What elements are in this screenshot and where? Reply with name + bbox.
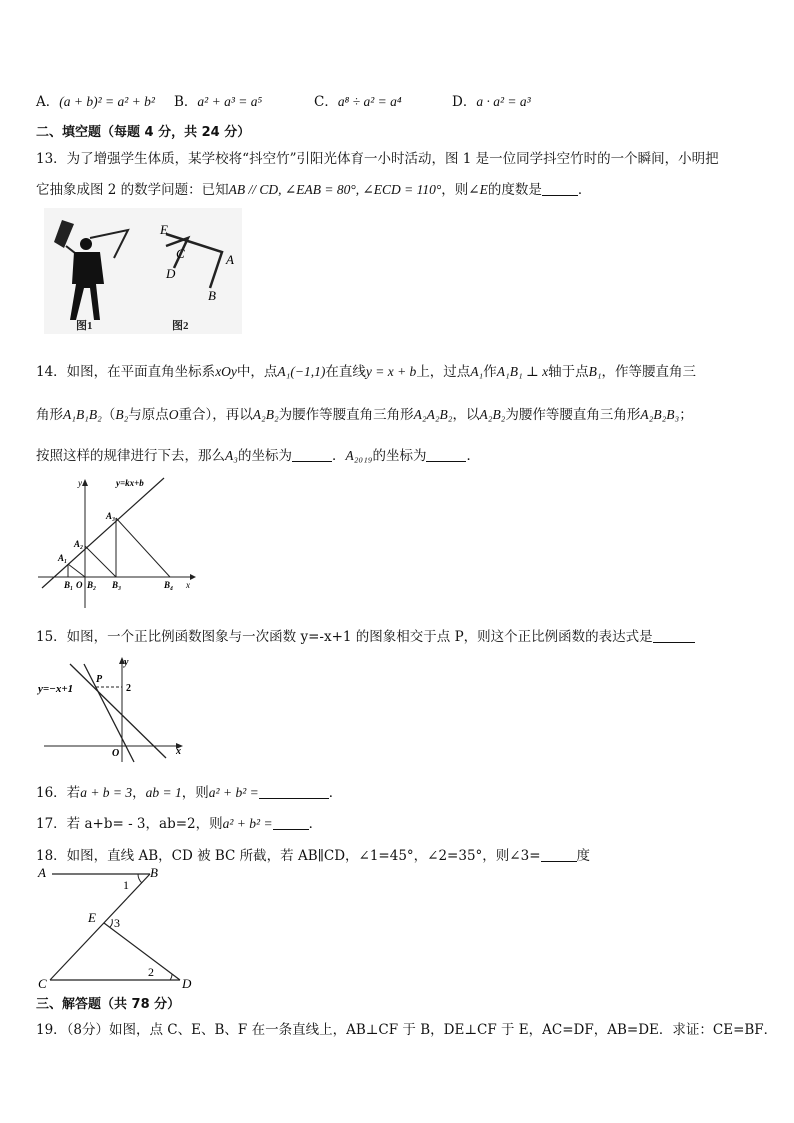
- figure2-label-b: B: [208, 288, 216, 303]
- q14-x-arrow: [190, 574, 196, 580]
- q18-line-bc: [50, 874, 150, 980]
- q14-answer-blank-a2019[interactable]: [426, 449, 466, 462]
- q14-label-b1: B₁: [64, 580, 74, 590]
- q18-text: 18．如图，直线 AB，CD 被 BC 所截，若 AB∥CD，∠1=45°，∠2=35°，则∠3= 度: [36, 848, 591, 864]
- figure2-background: [130, 208, 242, 334]
- q18-label-b: B: [150, 865, 158, 880]
- q18-label-e: E: [88, 910, 96, 925]
- section-heading-solve: 三、解答题（共 78 分）: [36, 997, 181, 1012]
- figure1-body: [72, 252, 104, 284]
- figure1-person-illustration: [44, 208, 130, 334]
- q18-label-a: A: [38, 865, 46, 880]
- q16-text: 16．若a + b = 3，ab = 1，则a² + b² = ．: [36, 785, 343, 801]
- option-b: B．a² + a³ = a⁵: [174, 94, 263, 110]
- q18-figure: [36, 864, 206, 990]
- q14-line3: 按照这样的规律进行下去，那么A₃的坐标为 ．A₂₀₁₉的坐标为 ．: [36, 448, 480, 464]
- figure2-label-a: A: [226, 252, 234, 267]
- q14-triangle-3-hyp: [116, 518, 170, 577]
- q14-y-arrow: [82, 479, 88, 486]
- figure2-label-e: E: [160, 222, 168, 237]
- q17-text: 17．若 a+b= - 3，ab=2，则a² + b² = ．: [36, 816, 323, 832]
- q14-label-b2: B₂: [87, 580, 97, 590]
- q13-line1: 13．为了增强学生体质，某学校将“抖空竹”引阳光体育一小时活动，图 1 是一位同学抖空竹时的一个瞬间，小明把: [36, 151, 719, 167]
- q15-label-x: x: [176, 746, 181, 757]
- q18-label-d: D: [182, 976, 192, 991]
- q15-label-y: y: [124, 657, 129, 668]
- q15-line-y-neg-x-plus-1: [70, 664, 166, 758]
- q18-angle-2-arc: [170, 974, 172, 980]
- option-a-expr: (a + b)² = a² + b²: [59, 94, 155, 109]
- q14-coordinate-graph: [38, 476, 198, 610]
- q17-answer-blank[interactable]: [273, 817, 309, 830]
- q13-answer-blank[interactable]: [542, 183, 578, 196]
- option-c: C．a⁸ ÷ a² = a⁴: [314, 94, 402, 110]
- q14-label-a3: A₃: [106, 511, 116, 521]
- q14-label-b4: B₄: [164, 580, 174, 590]
- q14-line-y-kx-b: [42, 478, 164, 588]
- q14-line1: 14．如图，在平面直角坐标系xOy中，点A₁(−1,1)在直线y = x + b上，过点A₁作A₁B₁ ⊥ x轴于点B₁，作等腰直角三: [36, 364, 697, 380]
- q14-label-a1: A₁: [58, 553, 68, 563]
- figure2-label-d: D: [166, 266, 176, 281]
- q18-angle-3-arc: [110, 919, 112, 927]
- q14-triangle-2-hyp: [85, 546, 116, 577]
- q15-label-p: P: [96, 674, 103, 685]
- q15-label-equation: y=−x+1: [38, 683, 74, 695]
- q14-line2: 角形A₁B₁B₂（B₂与原点O重合），再以A₂B₂为腰作等腰直角三角形A₂A₂B₂，以A₂B₂为腰作等腰直角三角形A₂B₂B₃；: [36, 407, 693, 423]
- q13-angle: ∠E: [468, 182, 488, 197]
- option-d: D．a · a² = a³: [452, 94, 531, 110]
- q13-line2: 它抽象成图 2 的数学问题：已知AB // CD, ∠EAB = 80°, ∠ECD = 110°，则∠E的度数是 ．: [36, 182, 592, 198]
- figure1-head: [80, 238, 92, 250]
- q14-label-o: O: [76, 580, 83, 590]
- q14-label-y: y: [78, 478, 82, 488]
- figure2-label-c: C: [176, 246, 185, 261]
- option-c-expr: a⁸ ÷ a² = a⁴: [337, 94, 402, 109]
- q13-condition: AB // CD, ∠EAB = 80°, ∠ECD = 110°: [228, 182, 442, 197]
- q15-label-o: O: [112, 748, 120, 759]
- q14-triangle-1-hyp: [68, 564, 85, 577]
- q15-proportional-line: [84, 664, 134, 762]
- q18-label-c: C: [38, 976, 47, 991]
- q18-label-3: 3: [114, 916, 120, 930]
- option-b-expr: a² + a³ = a⁵: [197, 94, 263, 109]
- q15-text: 15．如图，一个正比例函数图象与一次函数 y=-x+1 的图象相交于点 P，则这个正比例函数的表达式是: [36, 625, 695, 645]
- q18-label-1: 1: [123, 878, 129, 892]
- q15-label-2: 2: [126, 683, 131, 694]
- q14-label-a2: A₂: [74, 539, 84, 549]
- q19-text: 19．（8分）如图，点 C、E、B、F 在一条直线上，AB⊥CF 于 B，DE⊥CF 于 E，AC=DF，AB=DE．求证：CE=BF．: [36, 1022, 778, 1038]
- q18-answer-blank[interactable]: [541, 849, 577, 862]
- option-a: A．(a + b)² = a² + b²: [36, 94, 155, 110]
- q15-coordinate-graph: [38, 654, 188, 764]
- q16-answer-blank[interactable]: [259, 786, 329, 799]
- option-d-expr: a · a² = a³: [476, 94, 531, 109]
- q18-angle-1-arc: [138, 874, 142, 883]
- q18-label-2: 2: [148, 965, 154, 979]
- q14-label-line: y=kx+b: [116, 478, 144, 488]
- section-heading-fill-blank: 二、填空题（每题 4 分，共 24 分）: [36, 125, 251, 140]
- q14-label-b3: B₃: [112, 580, 122, 590]
- figure1-caption: 图1: [76, 320, 93, 332]
- q15-answer-blank[interactable]: [653, 630, 695, 643]
- q14-label-x: x: [186, 580, 190, 590]
- figure2-diagram: [130, 208, 242, 334]
- figure2-caption: 图2: [172, 320, 189, 332]
- q18-line-ed: [104, 923, 180, 980]
- q14-answer-blank-a3[interactable]: [292, 449, 332, 462]
